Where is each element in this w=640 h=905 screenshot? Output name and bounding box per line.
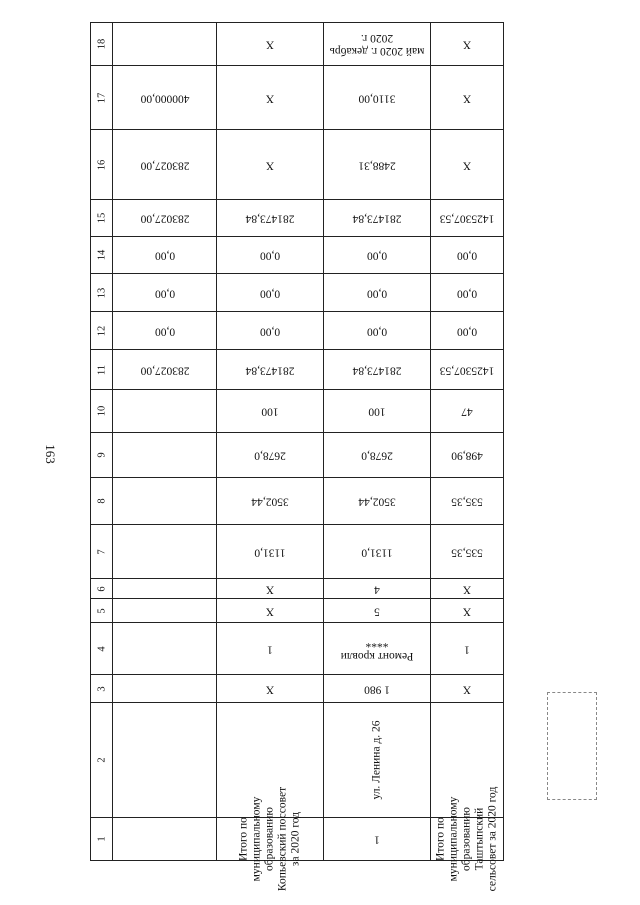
table-cell: [431, 390, 504, 433]
column-number: 3: [96, 685, 107, 692]
table-cell: [324, 66, 431, 130]
table-row: [91, 350, 504, 390]
table-grid: [90, 22, 504, 892]
table-row: [91, 200, 504, 237]
table-cell: [324, 478, 431, 525]
table-cell: [113, 478, 217, 525]
cell-value: 3502,44: [358, 495, 396, 508]
column-number: 17: [96, 92, 107, 103]
column-number: 9: [96, 452, 107, 458]
table-cell: [431, 350, 504, 390]
table-cell: [113, 350, 217, 390]
table-cell: [217, 200, 324, 237]
table-row: [91, 623, 504, 675]
column-number-cell: [91, 274, 113, 312]
table-cell: [324, 23, 431, 66]
table-row: [91, 237, 504, 274]
column-number: 8: [96, 498, 107, 504]
column-number-cell: [91, 478, 113, 525]
table-cell: [217, 623, 324, 675]
table-cell: [431, 200, 504, 237]
table-cell: [431, 274, 504, 312]
table-cell: [217, 675, 324, 703]
cell-value: 1 980: [364, 683, 390, 695]
table-row: [91, 579, 504, 599]
cell-value: 0,00: [154, 325, 175, 337]
cell-value: Х: [462, 683, 472, 695]
table-cell: [113, 525, 217, 579]
column-number: 6: [96, 585, 107, 592]
cell-value: 0,00: [366, 249, 388, 262]
cell-value: Х: [462, 583, 472, 595]
cell-value: 0,00: [259, 249, 281, 262]
column-number: 10: [96, 405, 107, 417]
column-number-cell: [91, 703, 113, 818]
table-cell: [113, 599, 217, 623]
data-table: [90, 22, 503, 892]
table-cell: [217, 274, 324, 312]
cell-value: 0,00: [456, 249, 478, 262]
column-number: 11: [96, 364, 107, 375]
table-cell: [324, 703, 431, 818]
table-cell: [217, 433, 324, 478]
column-number: 1: [96, 836, 107, 842]
column-number-cell: [91, 390, 113, 433]
cell-value: 281473,84: [352, 364, 402, 376]
table-cell: [113, 237, 217, 274]
table-cell: [113, 200, 217, 237]
table-row: [91, 312, 504, 350]
cell-value: 535,35: [451, 546, 483, 558]
column-number-cell: [91, 675, 113, 703]
cell-value: 100: [261, 405, 279, 418]
table-cell: [217, 237, 324, 274]
cell-value: Х: [462, 159, 472, 171]
cell-value: 0,00: [154, 287, 175, 299]
column-number: 13: [96, 287, 107, 298]
table-cell: [217, 350, 324, 390]
cell-value: 535,35: [451, 495, 483, 508]
table-row: [91, 390, 504, 433]
table-cell: [324, 390, 431, 433]
cell-value: 0,00: [154, 249, 175, 262]
table-cell: [324, 579, 431, 599]
cell-value: 498,90: [451, 449, 483, 462]
cell-value: 0,00: [259, 287, 281, 299]
cell-value: Итого по муниципальному образованию Таштыпский сельсовет за 2020 год: [434, 786, 499, 892]
column-number-cell: [91, 599, 113, 623]
table-row: [91, 675, 504, 703]
column-number-cell: [91, 237, 113, 274]
table-cell: [431, 478, 504, 525]
cell-value: 47: [461, 405, 473, 418]
table-row: [91, 433, 504, 478]
table-cell: [113, 274, 217, 312]
table-cell: [324, 200, 431, 237]
table-cell: [431, 66, 504, 130]
column-number-cell: [91, 818, 113, 861]
cell-value: Х: [265, 583, 275, 595]
column-number-cell: [91, 200, 113, 237]
table-cell: [431, 433, 504, 478]
table-cell: [217, 525, 324, 579]
page-number: 163: [43, 444, 58, 464]
column-number: 12: [96, 325, 107, 336]
table-cell: [431, 599, 504, 623]
table-cell: [113, 390, 217, 433]
table-cell: [431, 23, 504, 66]
cell-value: Х: [265, 605, 275, 617]
table-row: [91, 525, 504, 579]
column-number: 5: [96, 607, 107, 614]
table-cell: [217, 786, 324, 892]
cell-value: ул. Ленина д. 26: [370, 720, 383, 800]
column-number-cell: [91, 66, 113, 130]
column-number-cell: [91, 623, 113, 675]
cell-value: Х: [265, 683, 275, 695]
cell-value: 2488,31: [358, 159, 396, 171]
cell-value: 1: [267, 643, 273, 655]
table-cell: [113, 433, 217, 478]
cell-value: 1131,0: [254, 546, 286, 558]
table-row: [91, 23, 504, 66]
table-cell: [431, 237, 504, 274]
table-cell: [431, 786, 504, 892]
column-number: 4: [96, 645, 107, 652]
cell-value: 281473,84: [245, 212, 295, 225]
table-cell: [217, 478, 324, 525]
cell-value: Итого по муниципальному образованию Копьевский поссовет за 2020 год: [237, 786, 302, 892]
table-cell: [431, 312, 504, 350]
table-cell: [324, 675, 431, 703]
table-cell: [217, 599, 324, 623]
table-cell: [431, 130, 504, 200]
cell-value: 0,00: [259, 325, 281, 337]
cell-value: май 2020 г. декабрь 2020 г.: [329, 32, 425, 57]
cell-value: 4: [374, 583, 380, 595]
table-cell: [324, 350, 431, 390]
cell-value: Х: [462, 92, 472, 104]
table-cell: [217, 66, 324, 130]
cell-value: 2678,0: [254, 449, 286, 462]
cell-value: 5: [374, 605, 380, 617]
table-cell: [324, 818, 431, 861]
table-cell: [324, 433, 431, 478]
table-row: [91, 66, 504, 130]
cell-value: Х: [265, 92, 275, 104]
cell-value: 1425307,53: [439, 364, 495, 376]
cell-value: 3502,44: [251, 495, 289, 508]
cell-value: 100: [368, 405, 386, 418]
table-cell: [113, 66, 217, 130]
table-cell: [324, 274, 431, 312]
stamp-text: [552, 696, 592, 796]
table-cell: [431, 623, 504, 675]
table-cell: [324, 130, 431, 200]
column-number-cell: [91, 23, 113, 66]
column-number-cell: [91, 312, 113, 350]
table-cell: [113, 312, 217, 350]
cell-value: Ремонт кровли ****: [340, 636, 414, 662]
cell-value: Х: [265, 159, 275, 171]
cell-value: 283027,00: [140, 364, 189, 376]
cell-value: 283027,00: [140, 212, 189, 225]
table-row: [91, 818, 504, 861]
column-number-cell: [91, 433, 113, 478]
table-row: [91, 599, 504, 623]
column-number-cell: [91, 525, 113, 579]
table-cell: [431, 525, 504, 579]
column-number: 2: [96, 757, 107, 763]
column-number: 16: [96, 159, 107, 170]
cell-value: 1131,0: [361, 546, 393, 558]
cell-value: 1: [374, 833, 380, 846]
table-cell: [113, 23, 217, 66]
table-cell: [324, 599, 431, 623]
table-cell: [113, 130, 217, 200]
column-number: 7: [96, 548, 107, 555]
cell-value: 2678,0: [361, 449, 393, 462]
table-cell: [113, 675, 217, 703]
column-number-cell: [91, 579, 113, 599]
table-row: [91, 478, 504, 525]
cell-value: 0,00: [366, 325, 388, 337]
table-cell: [217, 130, 324, 200]
cell-value: 0,00: [456, 325, 478, 337]
cell-value: Х: [265, 38, 275, 51]
table-cell: [324, 623, 431, 675]
table-cell: [324, 312, 431, 350]
table-cell: [113, 623, 217, 675]
column-number: 18: [96, 38, 107, 50]
table-cell: [217, 312, 324, 350]
table-row: [91, 274, 504, 312]
table-cell: [113, 818, 217, 861]
column-number-cell: [91, 130, 113, 200]
table-cell: [113, 703, 217, 818]
cell-value: 3110,00: [358, 92, 396, 104]
table-cell: [324, 237, 431, 274]
table-cell: [113, 579, 217, 599]
table-cell: [431, 579, 504, 599]
cell-value: 283027,00: [140, 159, 189, 171]
table-cell: [217, 390, 324, 433]
cell-value: 0,00: [366, 287, 388, 299]
table-cell: [324, 525, 431, 579]
cell-value: 1425307,53: [439, 212, 495, 225]
cell-value: 400000,00: [140, 92, 189, 104]
column-number-cell: [91, 350, 113, 390]
stamp-image: [547, 692, 597, 800]
cell-value: 281473,84: [245, 364, 295, 376]
table-cell: [217, 579, 324, 599]
cell-value: 0,00: [456, 287, 478, 299]
table-row: [91, 130, 504, 200]
cell-value: Х: [462, 38, 472, 51]
table-cell: [431, 675, 504, 703]
cell-value: 1: [464, 643, 470, 655]
table-cell: [217, 23, 324, 66]
column-number: 15: [96, 212, 107, 224]
cell-value: 281473,84: [352, 212, 402, 225]
cell-value: Х: [462, 605, 472, 617]
column-number: 14: [96, 249, 107, 261]
